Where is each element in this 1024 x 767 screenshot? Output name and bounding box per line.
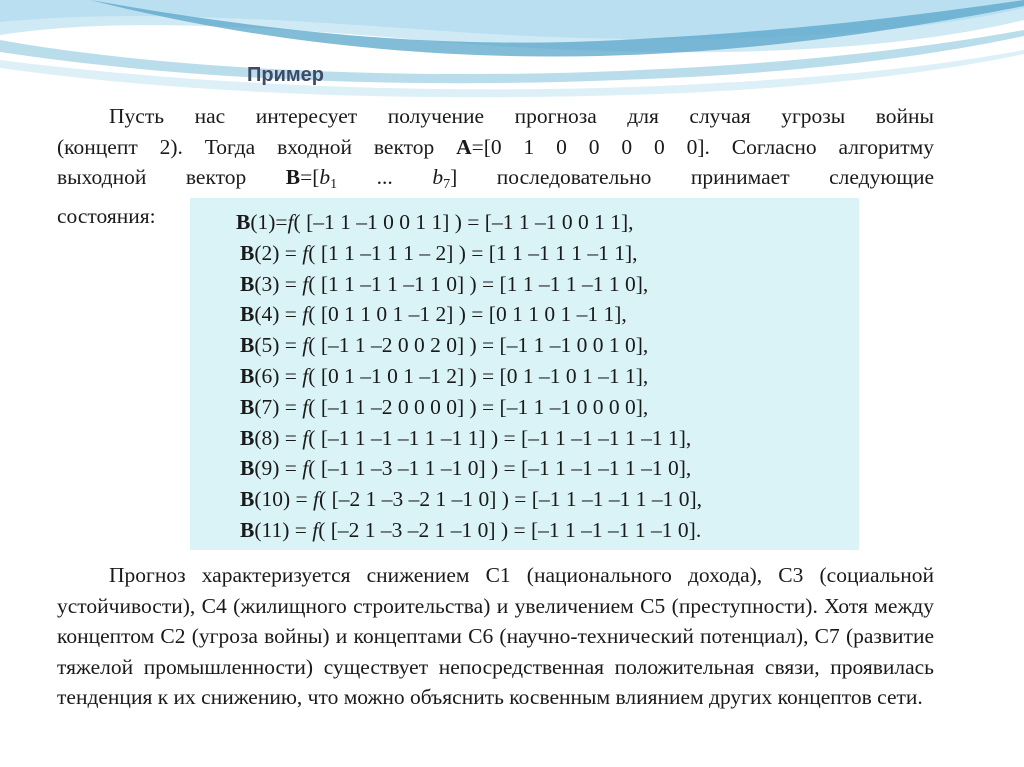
formula-row: B(5) = f( [–1 1 –2 0 0 2 0] ) = [–1 1 –1 0 0 1 0], (240, 333, 649, 358)
formula-row: B(2) = f( [1 1 –1 1 1 – 2] ) = [1 1 –1 1 1 –1 1], (240, 240, 638, 265)
formula-row: B(7) = f( [–1 1 –2 0 0 0 0] ) = [–1 1 –1 0 0 0 0], (240, 394, 649, 419)
formula-row: B(6) = f( [0 1 –1 0 1 –1 2] ) = [0 1 –1 0 1 –1 1], (240, 363, 649, 388)
formula-row: B(11) = f( [–2 1 –3 –2 1 –1 0] ) = [–1 1 –1 –1 1 –1 0]. (240, 517, 702, 542)
formula-row: B(3) = f( [1 1 –1 1 –1 1 0] ) = [1 1 –1 1 –1 1 0], (240, 271, 649, 296)
conclusion-text: Прогноз характеризуется снижением С1 (национального дохода), С3 (социальной устойчивости), С4 (жилищного строительства) и увеличением С5 (преступности). Хотя между концептом С2 (угроза войны) и концептами С6 (научно-технический потенциал), С7 (развитие тяжелой промышленности) существует непосредственная положительная связи, проявилась тенденция к их снижению, что можно объяснить косвенным влиянием других концептов сети. (57, 563, 934, 709)
formula-row: B(4) = f( [0 1 1 0 1 –1 2] ) = [0 1 1 0 1 –1 1], (240, 302, 627, 327)
intro-line-3: выходной вектор $B=[b_1$ ... $b_7$] последовательно принимает следующие (57, 165, 935, 192)
header-wave-decoration (0, 0, 1024, 110)
formula-row: B(1)=f( [–1 1 –1 0 0 1 1] ) = [–1 1 –1 0 0 1 1], (236, 210, 634, 234)
formula-row: B(9) = f( [–1 1 –3 –1 1 –1 0] ) = [–1 1 –1 –1 1 –1 0], (240, 456, 692, 481)
slide-title: Пример (247, 64, 325, 86)
formula-row: B(10) = f( [–2 1 –3 –2 1 –1 0] ) = [–1 1 –1 –1 1 –1 0], (240, 487, 702, 512)
intro-line-1: Пусть нас интересует получение прогноза для случая угрозы войны (109, 104, 934, 128)
intro-line-2: (концепт 2). Тогда входной вектор A=[0 1 0 0 0 0 0]. Согласно алгоритму (57, 134, 934, 159)
formula-list (236, 207, 702, 546)
conclusion-paragraph (57, 560, 934, 713)
intro-line-4: состояния: (57, 203, 156, 228)
formula-row: B(8) = f( [–1 1 –1 –1 1 –1 1] ) = [–1 1 –1 –1 1 –1 1], (240, 425, 692, 450)
